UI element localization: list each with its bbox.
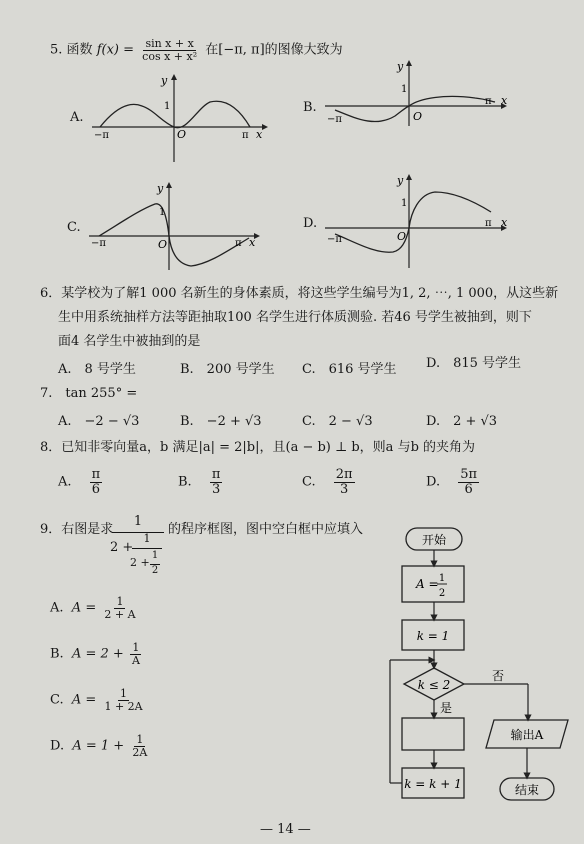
q8-stem: 8．已知非零向量a，b 满足|a| = 2|b|，且(a − b) ⊥ b，则a 与b 的夹角为 <box>40 440 476 455</box>
q9-cf-bar2 <box>132 548 162 549</box>
flowchart <box>380 520 580 810</box>
q8-option-d: D. $\frac{5\pi}{6}$ <box>426 467 478 497</box>
option-a-label: A. <box>70 110 84 125</box>
flow-increment-label: k = k + 1 <box>404 777 462 791</box>
option-c-label: C. <box>67 220 81 235</box>
q9-prefix: 9．右图是求 <box>40 522 114 537</box>
q9-option-d: D. A = 1 + $\frac{1}{2A}$ <box>50 733 148 759</box>
graph-d-x: x <box>501 216 508 229</box>
graph-a-y: y <box>161 74 168 87</box>
graph-a-pos: π <box>242 130 249 141</box>
graph-c-pos: π <box>235 238 242 249</box>
graph-c-o: O <box>158 238 168 251</box>
flow-start-label: 开始 <box>421 533 447 547</box>
graph-b-x: x <box>501 94 508 107</box>
flow-blank-box <box>402 718 464 750</box>
graph-b-pos: π <box>485 96 492 107</box>
q6-line1: 6．某学校为了解1 000 名新生的身体素质，将这些学生编号为1, 2, ⋯, 1 000，从这些新 <box>40 286 559 301</box>
q9-cf-half-den: 2 <box>151 565 159 576</box>
q7-option-a: A. −2 − √3 <box>58 414 140 429</box>
flow-end-label: 结束 <box>514 783 540 797</box>
flow-init-a-num: 1 <box>438 573 446 584</box>
q9-option-c: C. A = $\frac{1}{1 + 2A}$ <box>50 687 143 713</box>
q9-cf-two-plus: 2 + <box>110 540 134 555</box>
q7-option-b: B. −2 + √3 <box>180 414 262 429</box>
graph-b-neg: −π <box>327 114 342 125</box>
graph-b-y: y <box>397 60 404 73</box>
q9-option-b: B. A = 2 + $\frac{1}{A}$ <box>50 641 140 667</box>
graph-a-o: O <box>177 128 187 141</box>
graph-d-pos: π <box>485 218 492 229</box>
graph-b-o: O <box>413 110 423 123</box>
graph-c-x: x <box>249 236 256 249</box>
flow-init-a-den: 2 <box>438 588 446 599</box>
graph-d-o: O <box>397 230 407 243</box>
q6-option-b: B. 200 号学生 <box>180 362 275 377</box>
graph-d-neg: −π <box>327 234 342 245</box>
graph-c-y: y <box>157 182 164 195</box>
q9-cf-half-num: 1 <box>151 550 159 561</box>
q7-option-d: D. 2 + √3 <box>426 414 498 429</box>
graph-c-neg: −π <box>91 238 106 249</box>
q6-line2: 生中用系统抽样方法等距抽取100 名学生进行体质测验. 若46 号学生被抽到，则下 <box>58 310 532 325</box>
page-number: — 14 — <box>260 822 311 837</box>
option-b-label: B. <box>303 100 317 115</box>
graph-d <box>325 172 515 272</box>
graph-b-one: 1 <box>401 84 408 95</box>
graph-a-neg: −π <box>94 130 109 141</box>
q7-stem: 7. tan 255° = <box>40 386 138 401</box>
graph-d-one: 1 <box>401 198 408 209</box>
flow-no-label: 否 <box>492 669 505 683</box>
q6-line3: 面4 名学生中被抽到的是 <box>58 334 201 349</box>
graph-c <box>89 180 269 272</box>
q6-option-d: D. 815 号学生 <box>426 356 522 371</box>
flow-yes-label: 是 <box>440 701 453 715</box>
graph-c-one: 1 <box>159 207 166 218</box>
q6-option-c: C. 616 号学生 <box>302 362 397 377</box>
q9-suffix: 的程序框图，图中空白框中应填入 <box>168 522 364 537</box>
flow-condition-label: k ≤ 2 <box>417 678 451 692</box>
q6-option-a: A. 8 号学生 <box>58 362 136 377</box>
q8-option-c: C. $\frac{2\pi}{3}$ <box>302 467 353 497</box>
option-d-label: D. <box>303 216 318 231</box>
flow-output-label: 输出A <box>510 728 544 742</box>
graph-d-y: y <box>397 174 404 187</box>
graph-a <box>92 72 272 164</box>
q8-option-a: A. $\frac{\pi}{6}$ <box>58 467 101 497</box>
q5-stem: 5. 函数 f(x) = $\frac{\text{sin x + x}}{\text{cos x + x²}}$ 在[−π, π]的图像大致为 <box>50 37 343 63</box>
q9-option-a: A. A = $\frac{1}{2 + A}$ <box>50 595 136 621</box>
graph-b <box>325 58 515 128</box>
q7-option-c: C. 2 − √3 <box>302 414 373 429</box>
q8-option-b: B. $\frac{\pi}{3}$ <box>178 467 221 497</box>
q9-cf-two-plus-b: 2 + <box>130 556 150 569</box>
q9-cf-top: 1 <box>133 514 143 529</box>
graph-a-one: 1 <box>164 101 171 112</box>
flow-init-a-label: A = <box>416 577 439 591</box>
flow-init-k-label: k = 1 <box>416 629 450 643</box>
q9-cf-one-b: 1 <box>143 532 151 545</box>
graph-a-x: x <box>256 128 263 141</box>
